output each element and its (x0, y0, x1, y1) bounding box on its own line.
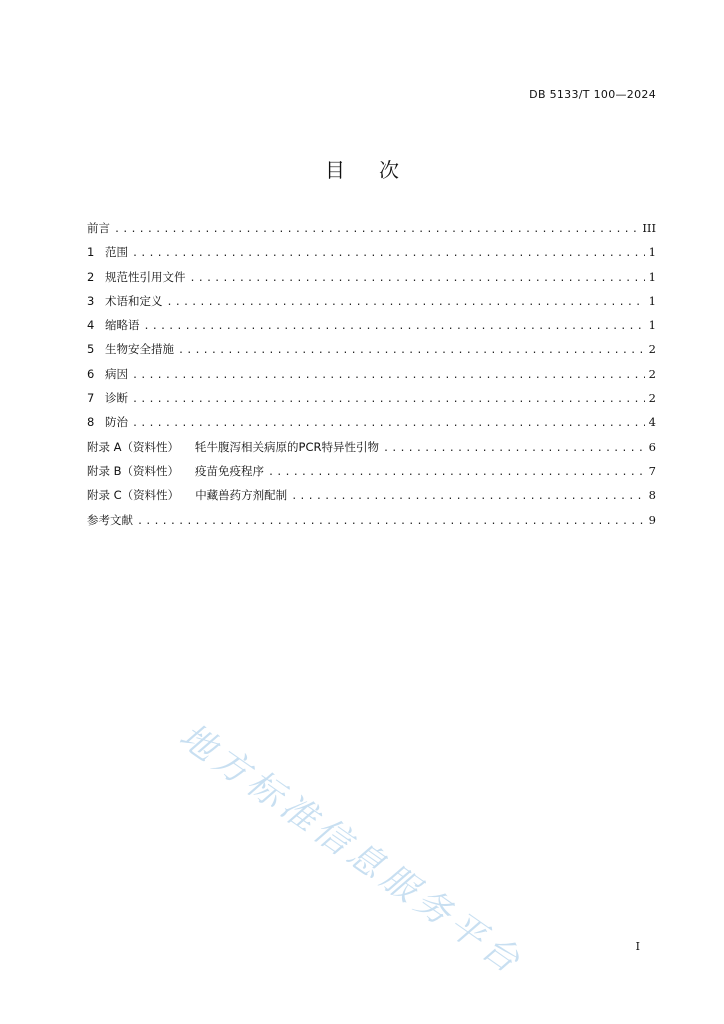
toc-leader-dots (178, 341, 645, 361)
toc-leader-dots (132, 366, 645, 386)
toc-entry-page: 2 (648, 366, 656, 381)
toc-entry-number: 6 (87, 366, 95, 381)
toc-entry-number: 3 (87, 293, 95, 308)
toc-leader-dots (137, 512, 645, 532)
title-left-char: 目 (325, 158, 345, 182)
toc-entry-number: 1 (87, 245, 95, 260)
toc-leader-dots (383, 439, 645, 459)
toc-leader-dots (132, 414, 645, 434)
toc-entry-page: 1 (648, 269, 656, 284)
toc-entry-references[interactable] (87, 510, 656, 534)
toc-leader-dots (291, 487, 644, 507)
toc-leader-dots (132, 244, 645, 264)
toc-leader-dots (190, 269, 645, 289)
toc-entry-label: 缩略语 (105, 318, 140, 333)
toc-entry-page: 2 (648, 342, 656, 357)
toc-leader-dots (167, 293, 645, 313)
toc-entry-2[interactable] (87, 267, 656, 291)
toc-entry-number: 2 (87, 269, 95, 284)
toc-entry-label: 诊断 (105, 391, 128, 406)
toc-entry-1[interactable] (87, 242, 656, 266)
toc-entry-4[interactable] (87, 315, 656, 339)
toc-entry-number: 附录 C（资料性） (87, 488, 180, 503)
toc-entry-8[interactable] (87, 412, 656, 436)
toc-entry-page: 1 (648, 245, 656, 260)
toc-entry-3[interactable] (87, 291, 656, 315)
watermark: 地方标准信息服务平台 (171, 716, 531, 985)
toc-entry-page: 6 (648, 439, 656, 454)
toc-entry-annex-c[interactable] (87, 485, 656, 509)
toc-leader-dots (144, 317, 645, 337)
toc-entry-5[interactable] (87, 339, 656, 363)
toc-entry-page: III (642, 221, 656, 235)
toc-entry-annex-b[interactable] (87, 461, 656, 485)
toc-entry-number: 附录 A（资料性） (87, 439, 180, 454)
toc-entry-number: 4 (87, 318, 95, 333)
toc-entry-page: 2 (648, 391, 656, 406)
toc-entry-label: 参考文献 (87, 512, 133, 527)
toc-entry-label: 牦牛腹泻相关病原的PCR特异性引物 (195, 439, 379, 454)
toc-entry-number: 7 (87, 391, 95, 406)
toc-entry-number: 5 (87, 342, 95, 357)
page-title (0, 154, 724, 183)
toc-entry-page: 8 (648, 488, 656, 503)
table-of-contents (87, 218, 656, 534)
toc-entry-page: 1 (648, 293, 656, 308)
toc-entry-label: 术语和定义 (105, 293, 163, 308)
toc-entry-annex-a[interactable] (87, 437, 656, 461)
toc-leader-dots (114, 220, 638, 240)
toc-entry-page: 9 (648, 512, 656, 527)
toc-entry-label: 病因 (105, 366, 128, 381)
toc-entry-page: 7 (648, 463, 656, 478)
toc-entry-label: 前言 (87, 221, 110, 235)
toc-entry-foreword[interactable] (87, 218, 656, 242)
toc-leader-dots (132, 390, 645, 410)
title-right-char: 次 (379, 158, 399, 182)
toc-entry-number: 8 (87, 415, 95, 430)
toc-entry-7[interactable] (87, 388, 656, 412)
toc-leader-dots (268, 463, 645, 483)
toc-entry-label: 疫苗免疫程序 (195, 463, 265, 478)
toc-entry-number: 附录 B（资料性） (87, 463, 180, 478)
toc-entry-6[interactable] (87, 364, 656, 388)
toc-entry-label: 规范性引用文件 (105, 269, 186, 284)
toc-entry-label: 生物安全措施 (105, 342, 174, 357)
toc-entry-page: 4 (648, 415, 656, 430)
standard-code: DB 5133/T 100—2024 (529, 88, 656, 101)
page-number: I (635, 940, 640, 953)
toc-entry-label: 范围 (105, 245, 128, 260)
toc-entry-page: 1 (648, 318, 656, 333)
toc-entry-label: 中藏兽药方剂配制 (195, 488, 288, 503)
toc-entry-label: 防治 (105, 415, 128, 430)
